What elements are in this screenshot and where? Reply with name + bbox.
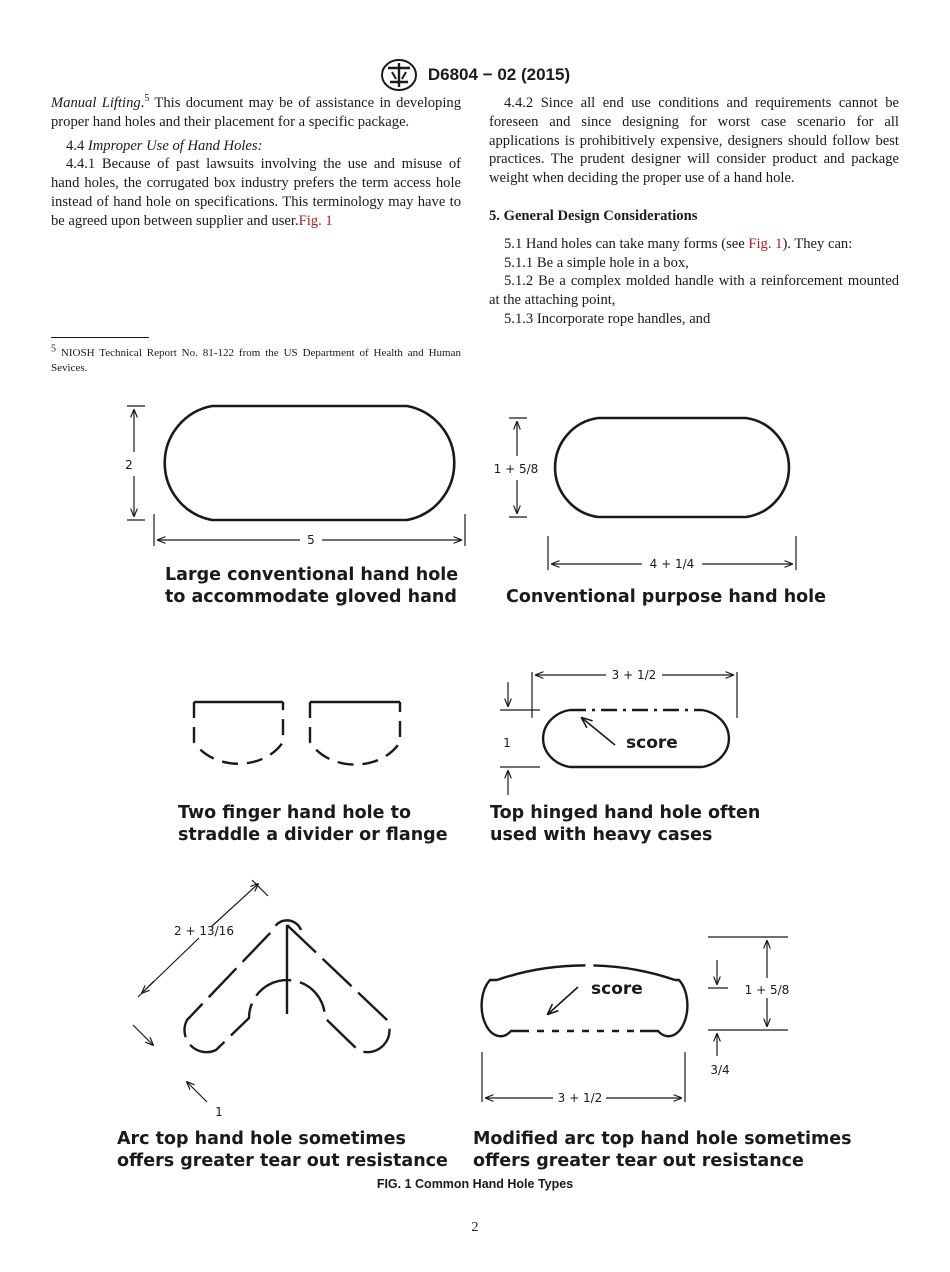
large-caption-2: to accommodate gloved hand <box>165 587 457 607</box>
top-hinged-height-label: 1 <box>503 736 511 750</box>
section-5-heading: 5. General Design Considerations <box>489 207 698 224</box>
large-caption-1: Large conventional hand hole <box>165 565 459 585</box>
fig-1-link[interactable]: Fig. 1 <box>298 212 333 229</box>
modified-arc-width-label: 3 + 1/2 <box>557 1091 603 1105</box>
conventional-hand-hole-shape <box>555 418 789 517</box>
paragraph-manual-lifting: Manual Lifting.$^5$ This document may be of assistance in developing proper hand holes and their placement for a specific package. <box>51 93 461 130</box>
large-hand-hole-shape <box>165 406 455 520</box>
large-height-label: 2 <box>125 458 133 472</box>
figure-caption: FIG. 1 Common Hand Hole Types <box>376 1177 574 1191</box>
section-5-1-1: 5.1.1 Be a simple hole in a box, <box>504 254 689 271</box>
modified-arc-caption-1: Modified arc top hand hole sometimes <box>473 1129 852 1149</box>
arc-top-width-label: 1 <box>215 1105 223 1119</box>
modified-arc-caption-2: offers greater tear out resistance <box>473 1151 804 1171</box>
conventional-width-label: 4 + 1/4 <box>649 557 695 571</box>
top-hinged-hand-hole <box>500 672 737 795</box>
section-4-4-1: 4.4.1 Because of past lawsuits involving the use and misuse of hand holes, the corrugated box industry prefers the term access hole instead of hand hole on specifications. This terminology may have to be agreed upon between supplier and user.Fig. 1 <box>51 156 461 229</box>
top-hinged-width-label: 3 + 1/2 <box>611 668 657 682</box>
footnote: $^5$ NIOSH Technical Report No. 81-122 from the US Department of Health and Human Sevices. <box>51 343 461 374</box>
large-width-label: 5 <box>307 533 315 547</box>
top-hinged-caption-2: used with heavy cases <box>490 825 713 845</box>
modified-arc-total-label: 1 + 5/8 <box>744 983 790 997</box>
footnote-ref[interactable]: 5 <box>144 93 150 105</box>
modified-arc-hand-hole <box>482 937 788 1102</box>
arc-top-caption-1: Arc top hand hole sometimes <box>117 1129 406 1149</box>
document-designation: D6804 − 02 (2015) <box>427 65 571 84</box>
top-hinged-score-label: score <box>626 733 678 753</box>
fig-1-link[interactable]: Fig. 1 <box>748 235 783 252</box>
large-hand-hole <box>127 406 465 546</box>
two-finger-caption-1: Two finger hand hole to <box>178 803 412 823</box>
section-5-1: 5.1 Hand holes can take many forms (see Fig. 1). They can: <box>504 235 853 252</box>
arc-top-hand-hole <box>133 880 389 1102</box>
arc-top-caption-2: offers greater tear out resistance <box>117 1151 448 1171</box>
section-5-1-2: 5.1.2 Be a complex molded handle with a reinforcement mounted at the attaching point, <box>489 273 899 309</box>
modified-arc-score-label: score <box>591 979 643 999</box>
top-hinged-caption-1: Top hinged hand hole often <box>490 803 761 823</box>
conventional-hand-hole <box>509 418 796 570</box>
section-5-1-3: 5.1.3 Incorporate rope handles, and <box>504 310 711 327</box>
conventional-caption: Conventional purpose hand hole <box>506 587 827 607</box>
section-4-4-2: 4.4.2 Since all end use conditions and requirements cannot be foreseen and since designing for worst case scenario for all applications is prohibitively expensive, designers should follow best practices. The prudent designer will consider product and package weight when deciding the proper use of a hand hole. <box>489 95 899 187</box>
two-finger-caption-2: straddle a divider or flange <box>178 825 448 845</box>
conventional-height-label: 1 + 5/8 <box>493 462 539 476</box>
section-4-4: 4.4 Improper Use of Hand Holes: <box>66 137 263 154</box>
two-finger-hand-hole <box>194 702 400 765</box>
arc-top-length-label: 2 + 13/16 <box>174 924 234 938</box>
page-number: 2 <box>471 1220 479 1235</box>
modified-arc-side-label: 3/4 <box>710 1063 730 1077</box>
